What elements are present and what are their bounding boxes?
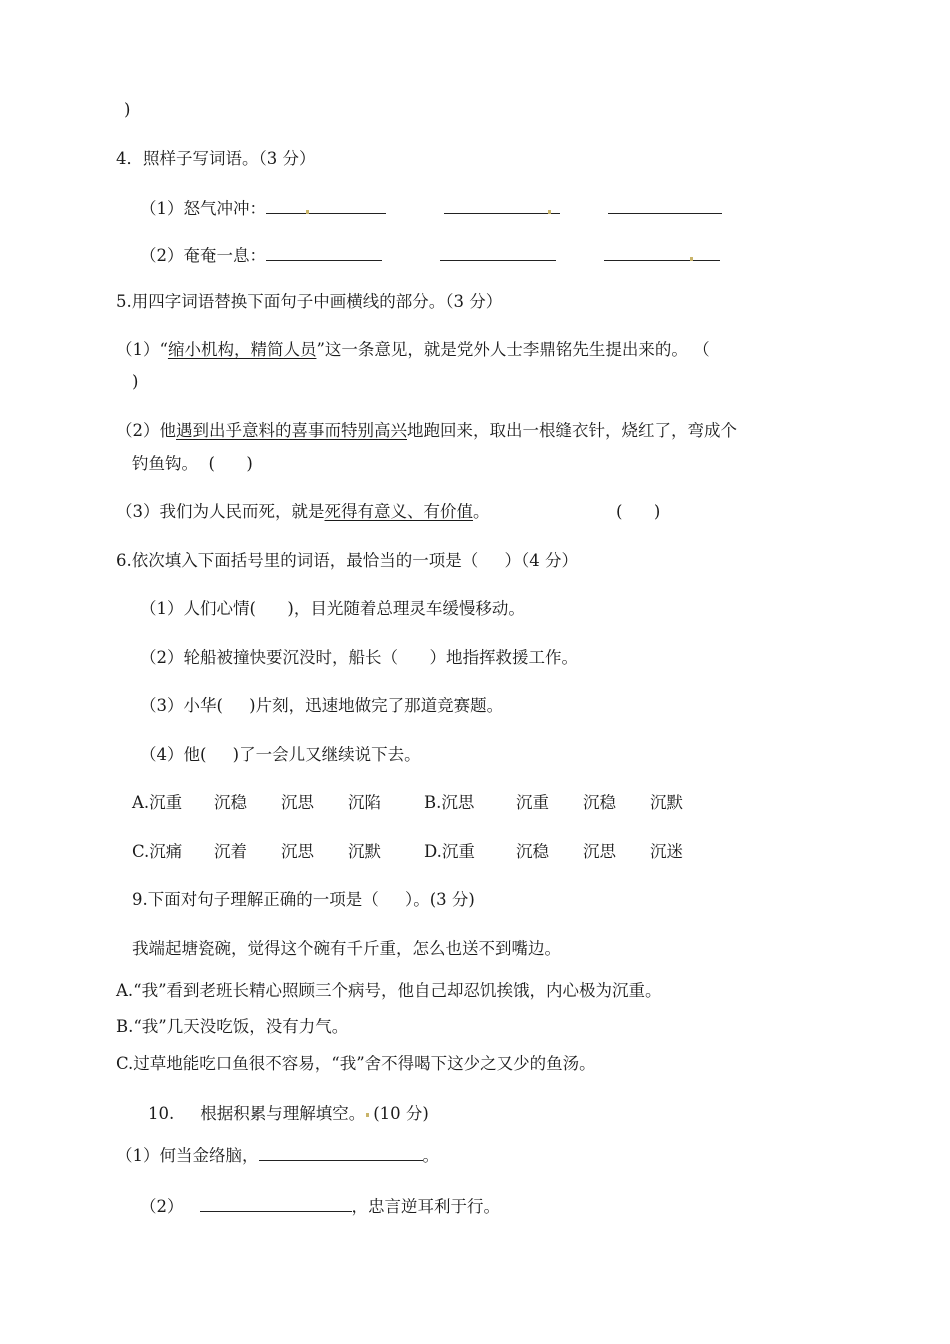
q9-title: 9.下面对句子理解正确的一项是（ ）。(3 分): [132, 890, 475, 909]
q4-item-2-blank-2[interactable]: [440, 243, 556, 261]
q5-s3-pre: （3）我们为人民而死，就是: [116, 502, 325, 521]
q5-title: 5.用四字词语替换下面句子中画横线的部分。（3 分）: [116, 292, 503, 311]
q10-item-1-blank[interactable]: [259, 1143, 423, 1161]
q10-title-text: 根据积累与理解填空。: [200, 1104, 366, 1123]
q4-item-1-blank-3[interactable]: [608, 196, 722, 214]
q6-sentence-1: （1）人们心情( )，目光随着总理灵车缓慢移动。: [140, 599, 525, 618]
q4-item-1: [140, 196, 722, 220]
q6-option-d-word-2: 沉稳: [516, 842, 549, 861]
q10-item-2-pre: （2）: [140, 1197, 184, 1216]
top-close-paren: ): [124, 100, 131, 119]
q6-sentence-2: （2）轮船被撞快要沉没时，船长（ ）地指挥救援工作。: [140, 648, 578, 667]
q5-s1-open-quote: （1）“: [116, 340, 168, 359]
q6-option-d[interactable]: D.沉重: [424, 842, 475, 861]
q5-sentence-3: [116, 501, 490, 523]
q6-option-b[interactable]: B.沉思: [424, 793, 475, 812]
q4-item-1-blank-2[interactable]: [444, 196, 560, 214]
q6-option-c-word-3: 沉思: [281, 842, 314, 861]
q4-item-2-label: （2）奄奄一息：: [140, 246, 266, 265]
q6-option-b-word-4: 沉默: [650, 793, 683, 812]
q6-options-row-2: [132, 841, 683, 863]
q5-s1-rest: ”这一条意见，就是党外人士李鼎铭先生提出来的。 （: [316, 340, 710, 359]
q6-option-c-word-2: 沉着: [214, 842, 247, 861]
q4-title: 4．照样子写词语。（3 分）: [116, 149, 316, 168]
q6-option-a[interactable]: A.沉重: [132, 793, 183, 812]
q9-sentence: 我端起塘瓷碗，觉得这个碗有千斤重，怎么也送不到嘴边。: [132, 939, 561, 958]
q4-item-2: [140, 243, 720, 267]
q5-s2-line-2: 钓鱼钩。 ( ): [132, 454, 253, 473]
q5-s3-answer-paren: ( ): [616, 502, 661, 521]
q10-item-2: [140, 1194, 500, 1218]
q6-sentence-4: （4）他( )了一会儿又继续说下去。: [140, 745, 421, 764]
q5-s2-pre: （2）他: [116, 421, 176, 440]
q9-option-b[interactable]: B.“我”几天没吃饭，没有力气。: [116, 1017, 349, 1036]
q10-score: (10 分): [373, 1104, 429, 1123]
q4-item-1-blank-1[interactable]: [266, 196, 386, 214]
q5-s3-rest: 。: [473, 502, 490, 521]
q4-item-2-blank-1[interactable]: [266, 243, 382, 261]
q10-item-1-pre: （1）何当金络脑，: [116, 1146, 259, 1165]
q6-title: 6.依次填入下面括号里的词语，最恰当的一项是（ ）（4 分）: [116, 551, 578, 570]
q10-item-2-blank[interactable]: [200, 1194, 352, 1212]
q6-options-row-1: [132, 792, 683, 814]
q5-s2-underlined: 遇到出乎意料的喜事而特别高兴: [176, 421, 407, 440]
q5-s2-rest: 地跑回来，取出一根缝衣针，烧红了，弯成个: [407, 421, 737, 440]
q6-option-b-word-3: 沉稳: [583, 793, 616, 812]
q6-option-c[interactable]: C.沉痛: [132, 842, 183, 861]
q6-option-d-word-4: 沉迷: [650, 842, 683, 861]
q10-item-1: [116, 1143, 439, 1167]
q10-title: [148, 1103, 429, 1125]
q6-sentence-3: （3）小华( )片刻，迅速地做完了那道竞赛题。: [140, 696, 504, 715]
q4-item-1-label: （1）怒气冲冲：: [140, 199, 266, 218]
q6-option-b-word-2: 沉重: [516, 793, 549, 812]
q5-s1-close-paren: ): [132, 372, 139, 391]
q5-sentence-1: [116, 339, 710, 361]
q9-option-a[interactable]: A.“我”看到老班长精心照顾三个病号，他自己却忍饥挨饿，内心极为沉重。: [116, 981, 662, 1000]
q4-item-2-blank-3[interactable]: [604, 243, 720, 261]
q10-number: 10.: [148, 1104, 175, 1123]
q6-option-a-word-2: 沉稳: [214, 793, 247, 812]
q6-option-d-word-3: 沉思: [583, 842, 616, 861]
q5-s1-underlined: 缩小机构，精简人员: [167, 340, 317, 359]
q5-s3-underlined: 死得有意义、有价值: [324, 502, 473, 521]
q10-item-1-post: 。: [422, 1146, 439, 1165]
q5-sentence-2: [116, 420, 737, 442]
q6-option-a-word-4: 沉陷: [348, 793, 381, 812]
q6-option-c-word-4: 沉默: [348, 842, 381, 861]
q10-item-2-post: ，忠言逆耳利于行。: [351, 1197, 500, 1216]
q9-option-c[interactable]: C.过草地能吃口鱼很不容易，“我”舍不得喝下这少之又少的鱼汤。: [116, 1054, 596, 1073]
q6-option-a-word-3: 沉思: [281, 793, 314, 812]
